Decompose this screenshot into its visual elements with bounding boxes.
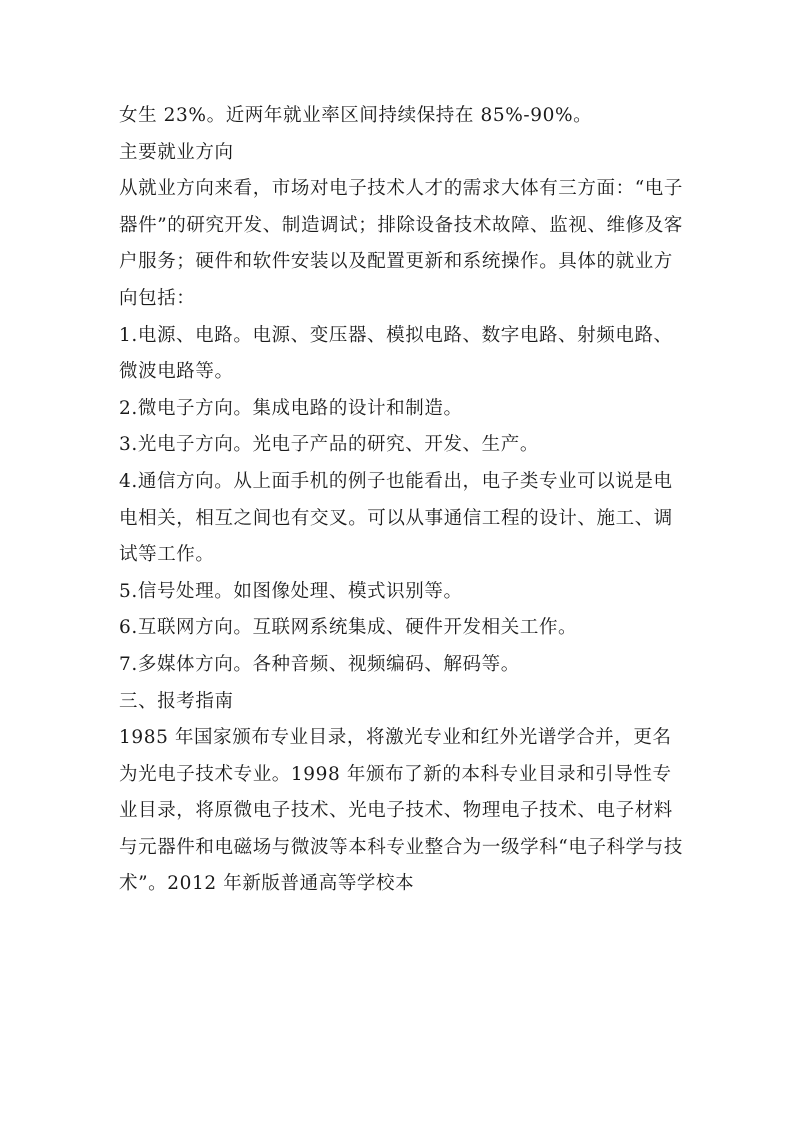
- list-item-power-circuits: 1.电源、电路。电源、变压器、模拟电路、数字电路、射频电路、微波电路等。: [119, 324, 673, 383]
- heading-application-guide: 三、报考指南: [119, 690, 234, 712]
- list-item-optoelectronics: 3.光电子方向。光电子产品的研究、开发、生产。: [119, 434, 539, 456]
- heading-main-directions: 主要就业方向: [119, 141, 234, 163]
- list-item-multimedia: 7.多媒体方向。各种音频、视频编码、解码等。: [119, 653, 520, 675]
- list-item-microelectronics: 2.微电子方向。集成电路的设计和制造。: [119, 397, 463, 419]
- list-item-internet: 6.互联网方向。互联网系统集成、硬件开发相关工作。: [119, 617, 578, 639]
- list-item-communications: 4.通信方向。从上面手机的例子也能看出，电子类专业可以说是电电相关，相互之间也有交叉。可以从事通信工程的设计、施工、调试等工作。: [119, 470, 673, 566]
- paragraph-history: 1985 年国家颁布专业目录，将激光专业和红外光谱学合并，更名为光电子技术专业。1998 年颁布了新的本科专业目录和引导性专业目录，将原微电子技术、光电子技术、物理电子技术、电子材料与元器件和电磁场与微波等本科专业整合为一级学科“电子科学与技术”。2012 年新版普通高等学校本: [119, 727, 683, 895]
- list-item-signal-processing: 5.信号处理。如图像处理、模式识别等。: [119, 580, 463, 602]
- paragraph-employment-rate: 女生 23%。近两年就业率区间持续保持在 85%-90%。: [119, 105, 593, 126]
- document-body: [119, 98, 689, 903]
- paragraph-directions-intro: 从就业方向来看，市场对电子技术人才的需求大体有三方面：“电子器件”的研究开发、制造调试；排除设备技术故障、监视、维修及客户服务；硬件和软件安装以及配置更新和系统操作。具体的就业方向包括：: [119, 178, 683, 309]
